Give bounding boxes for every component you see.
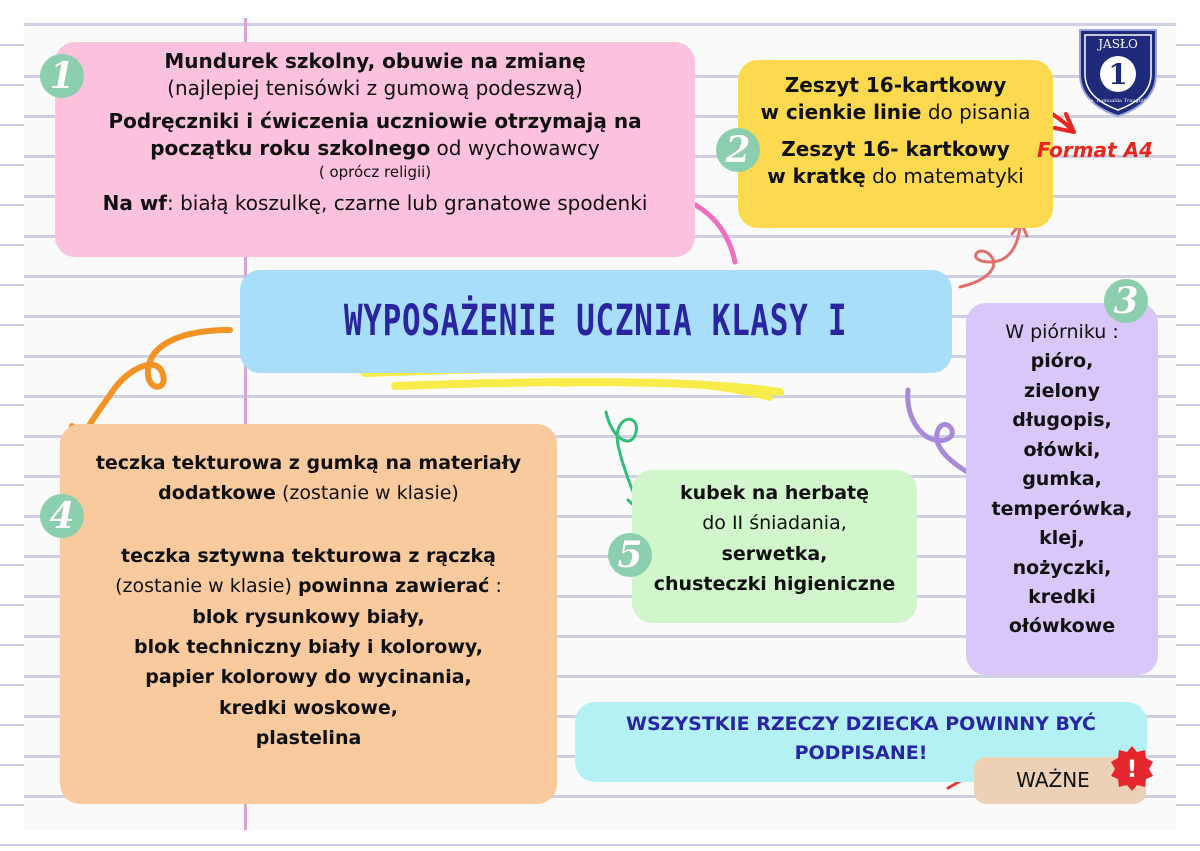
pe-label: Na wf bbox=[102, 191, 167, 216]
folder-elastic-bold: dodatkowe bbox=[158, 482, 276, 505]
notebook-grid-purpose: do matematyki bbox=[865, 164, 1024, 188]
uniform-line: Mundurek szkolny, obuwie na zmianę bbox=[164, 49, 586, 73]
notebook-lines-title: Zeszyt 16-kartkowy bbox=[784, 73, 1007, 97]
shoes-note: (najlepiej tenisówki z gumową podeszwą) bbox=[167, 76, 583, 100]
folder-rigid-contains: powinna zawierać bbox=[297, 575, 490, 598]
breakfast-line: do II śniadania, bbox=[702, 512, 847, 535]
important-label: WAŻNE bbox=[1016, 768, 1090, 792]
notebook-grid-type: w kratkę bbox=[767, 164, 866, 188]
alert-badge-icon bbox=[1108, 744, 1156, 792]
pencil-case-item: gumka, bbox=[1022, 468, 1102, 491]
pencil-case-item: temperówka, bbox=[991, 497, 1133, 520]
format-a4-note: Format A4 bbox=[1037, 138, 1153, 162]
section-number-badge: 4 bbox=[40, 494, 84, 538]
notice-line-1: WSZYSTKIE RZECZY DZIECKA POWINNY BYĆ bbox=[625, 713, 1097, 735]
section-4-folders bbox=[60, 424, 557, 804]
tissues-line: chusteczki higieniczne bbox=[653, 573, 896, 596]
pencil-case-item: kredki bbox=[1028, 585, 1096, 608]
page-title: WYPOSAŻENIE UCZNIA KLASY I bbox=[344, 296, 848, 347]
pencil-case-item: pióro, bbox=[1030, 350, 1094, 373]
section-number-badge: 2 bbox=[716, 128, 760, 172]
pencil-case-item: zielony bbox=[1024, 379, 1100, 402]
section-number-badge: 3 bbox=[1104, 279, 1148, 323]
section-1-uniform-books bbox=[55, 42, 695, 257]
school-logo-shield bbox=[1076, 24, 1160, 118]
religion-note: ( oprócz religii) bbox=[318, 163, 432, 181]
pencil-case-item: ołówki, bbox=[1023, 438, 1101, 461]
folder-rigid-colon: : bbox=[489, 575, 502, 598]
folder-item: kredki woskowe, bbox=[218, 696, 398, 719]
pencil-case-item: klej, bbox=[1039, 527, 1085, 550]
section-5-breakfast bbox=[632, 470, 917, 623]
folder-rigid-note: (zostanie w klasie) bbox=[115, 575, 298, 598]
logo-arc-text: im. Romualda Traugutta bbox=[1087, 98, 1149, 104]
pencil-case-item: długopis, bbox=[1012, 409, 1112, 432]
folder-item: plastelina bbox=[255, 727, 362, 750]
pencil-case-item: nożyczki, bbox=[1012, 556, 1112, 579]
folder-item: blok techniczny biały i kolorowy, bbox=[133, 635, 484, 658]
notebook-lines-purpose: do pisania bbox=[921, 100, 1031, 124]
alert-symbol: ! bbox=[1126, 755, 1138, 783]
section-2-notebooks bbox=[738, 60, 1053, 228]
pe-text: : białą koszulkę, czarne lub granatowe spodenki bbox=[167, 191, 648, 216]
pencil-case-item: ołówkowe bbox=[1008, 615, 1116, 638]
logo-number: 1 bbox=[1108, 58, 1128, 91]
notebook-grid-title: Zeszyt 16- kartkowy bbox=[781, 137, 1010, 161]
folder-item: blok rysunkowy biały, bbox=[192, 605, 425, 628]
notebook-lines-type: w cienkie linie bbox=[760, 100, 922, 124]
section-number-badge: 5 bbox=[608, 533, 652, 577]
books-line: Podręczniki i ćwiczenia uczniowie otrzymają na bbox=[108, 109, 642, 133]
pencil-case-intro: W piórniku : bbox=[1005, 321, 1119, 343]
logo-top-text: JASŁO bbox=[1098, 37, 1138, 51]
main-title-banner bbox=[240, 270, 952, 373]
folder-elastic-title: teczka tekturowa z gumką na materiały bbox=[95, 452, 522, 474]
napkin-line: serwetka, bbox=[721, 542, 828, 565]
folder-rigid-title: teczka sztywna tekturowa z rączką bbox=[121, 544, 496, 567]
books-line-bold: początku roku szkolnego bbox=[150, 136, 431, 160]
notice-line-2: PODPISANE! bbox=[794, 741, 928, 764]
folder-item: papier kolorowy do wycinania, bbox=[145, 666, 472, 689]
section-3-pencil-case bbox=[966, 303, 1158, 675]
section-number-badge: 1 bbox=[40, 54, 84, 98]
folder-elastic-note: (zostanie w klasie) bbox=[275, 482, 459, 505]
mug-line: kubek na herbatę bbox=[679, 482, 870, 504]
books-line-rest: od wychowawcy bbox=[430, 136, 600, 160]
